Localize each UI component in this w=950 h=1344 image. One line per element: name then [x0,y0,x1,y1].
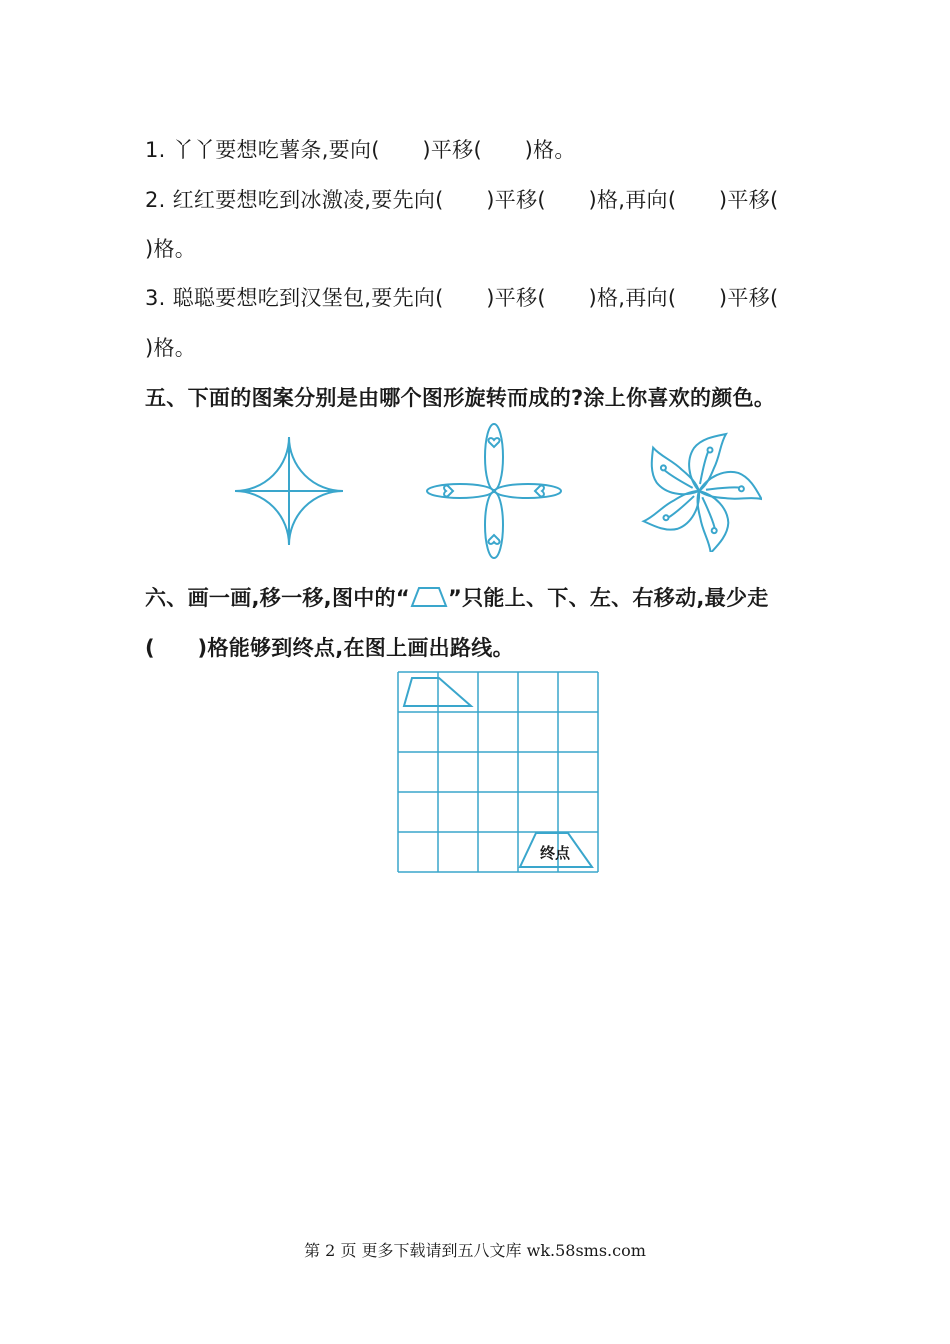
question-2: 2. 红红要想吃到冰激凌,要先向( )平移( )格,再向( )平移( [145,188,779,212]
section-6-question: ( )格能够到终点,在图上画出路线。 [145,636,514,660]
question-1: 1. 丫丫要想吃薯条,要向( )平移( )格。 [145,138,576,162]
petal-flower-figure [420,418,568,564]
question-3: 3. 聪聪要想吃到汉堡包,要先向( )平移( )格,再向( )平移( [145,286,779,310]
section-6-title-part-2: ”只能上、下、左、右移动,最少走 [447,586,769,610]
movement-grid[interactable] [396,670,600,874]
section-6-title [145,584,769,612]
swirl-leaf [677,485,740,552]
section-6-title-part-1: 六、画一画,移一移,图中的“ [145,586,410,610]
end-label: 终点 [539,844,571,862]
leaf-swirl-figure [636,430,762,552]
section-5-title: 五、下面的图案分别是由哪个图形旋转而成的?涂上你喜欢的颜色。 [145,386,776,410]
swirl-leaf [642,448,708,501]
question-2-continued: )格。 [145,237,197,261]
page-footer: 第 2 页 更多下载请到五八文库 wk.58sms.com [304,1241,646,1260]
swirl-leaf [696,464,762,517]
trapezoid-icon [410,586,448,608]
question-3-continued: )格。 [145,336,197,360]
pinwheel-figure [228,430,350,552]
